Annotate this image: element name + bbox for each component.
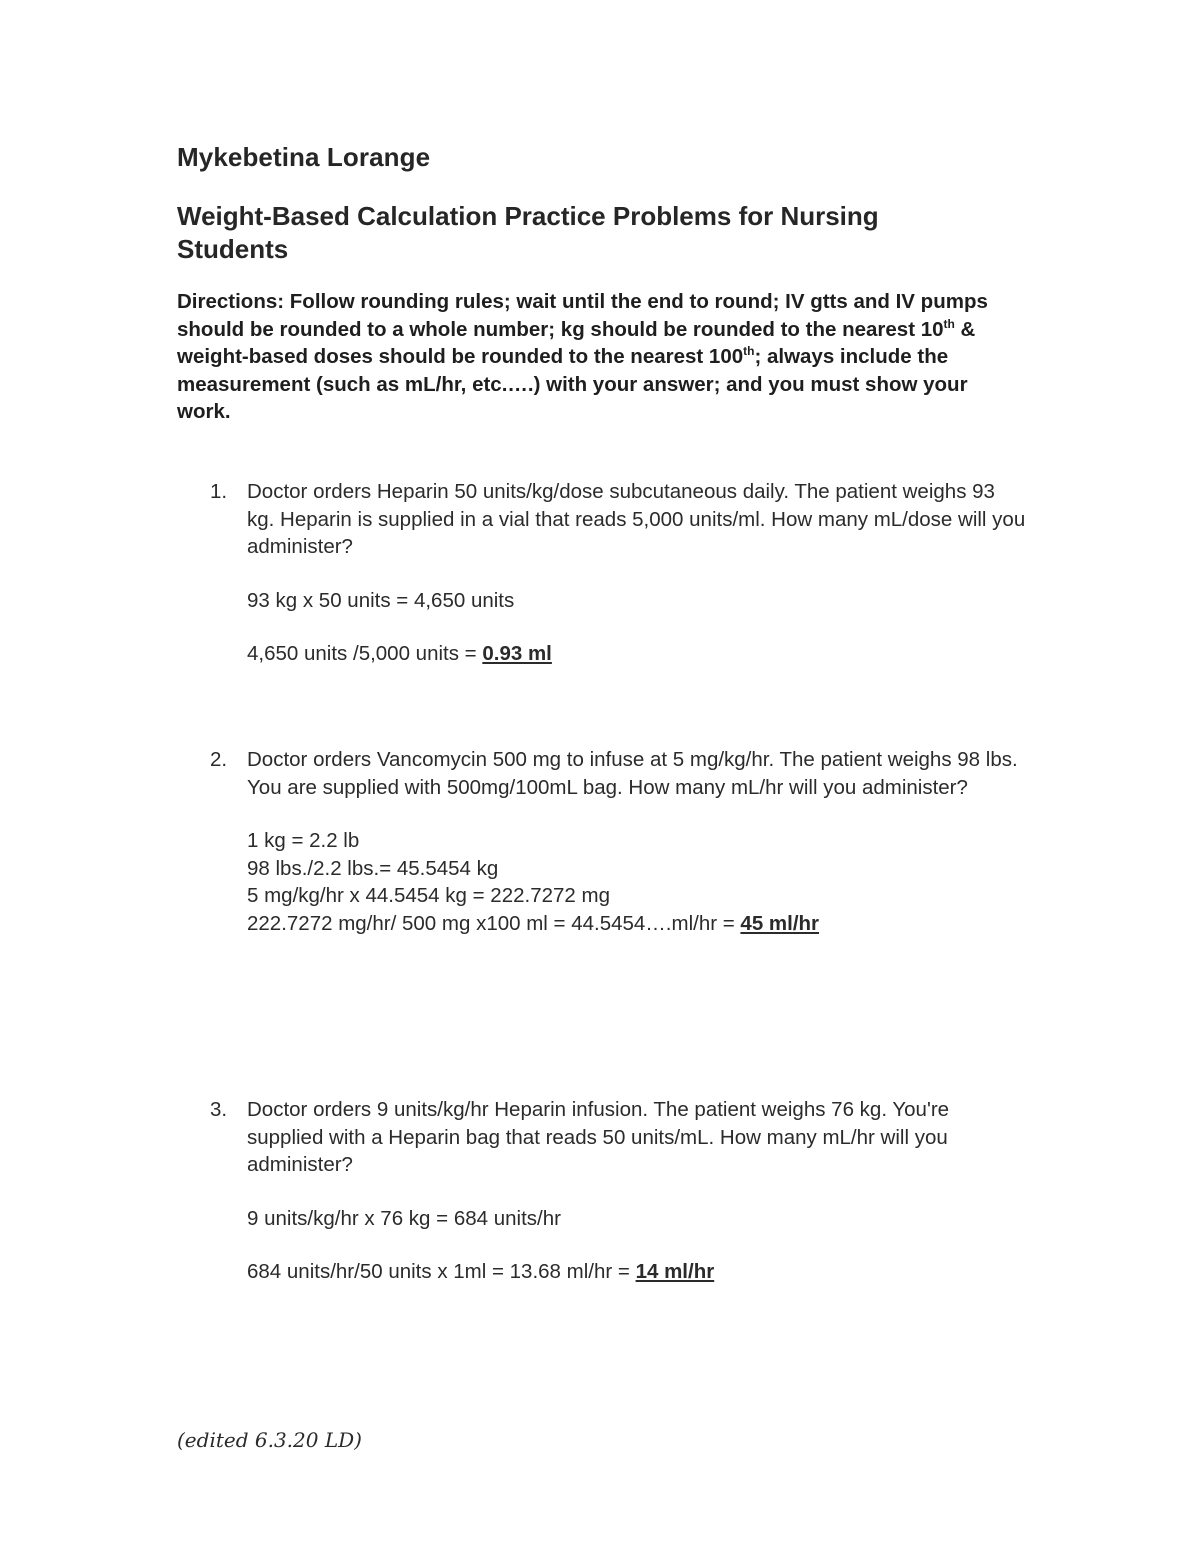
directions-text-1: Directions: Follow rounding rules; wait until the end to round; IV gtts and IV pumps should be rounded to a whole number; kg should be rounded to the nearest 10 <box>177 290 988 341</box>
final-calculation <box>247 1258 1027 1286</box>
answer: 45 ml/hr <box>740 911 820 935</box>
problem-body <box>247 746 1027 937</box>
problem-number: 3. <box>210 1098 228 1121</box>
work-line: 5 mg/kg/hr x 44.5454 kg = 222.7272 mg <box>247 884 610 907</box>
problem-number: 1. <box>210 480 228 503</box>
work-line: 93 kg x 50 units = 4,650 units <box>247 588 515 612</box>
author-name: Mykebetina Lorange <box>177 142 431 172</box>
final-calculation-text: 684 units/hr/50 units x 1ml = 13.68 ml/hr = <box>247 1260 636 1283</box>
problem-question: Doctor orders Vancomycin 500 mg to infuse at 5 mg/kg/hr. The patient weighs 98 lbs. You are supplied with 500mg/100mL bag. How many mL/hr will you administer? <box>247 748 1018 799</box>
problem-body <box>247 1096 1027 1286</box>
final-calculation <box>247 910 1027 938</box>
problem-question: Doctor orders Heparin 50 units/kg/dose subcutaneous daily. The patient weighs 93 kg. Heparin is supplied in a vial that reads 5,000 units/ml. How many mL/dose will you administer? <box>247 480 1026 558</box>
work-line: 1 kg = 2.2 lb <box>247 829 360 852</box>
directions-text-3: ; always include the measurement (such as mL/hr, etc.….) with your answer; and you must show your work. <box>177 345 968 423</box>
final-calculation-text: 222.7272 mg/hr/ 500 mg x100 ml = 44.5454….ml/hr = <box>247 911 741 935</box>
edit-note: (edited 6.3.20 LD) <box>177 1428 362 1452</box>
problem-body <box>247 478 1027 668</box>
directions-superscript-1: th <box>943 316 955 331</box>
directions-text-2: & weight-based doses should be rounded to the nearest 100 <box>177 317 976 368</box>
answer: 0.93 ml <box>482 642 552 665</box>
work-line: 9 units/kg/hr x 76 kg = 684 units/hr <box>247 1206 561 1230</box>
problem-question: Doctor orders 9 units/kg/hr Heparin infusion. The patient weighs 76 kg. You're supplied with a Heparin bag that reads 50 units/mL. How many mL/hr will you administer? <box>247 1098 950 1176</box>
directions-paragraph <box>177 288 1017 426</box>
directions-superscript-2: th <box>743 344 755 358</box>
final-calculation <box>247 640 1027 668</box>
final-calculation-text: 4,650 units /5,000 units = <box>247 642 483 665</box>
problem-number: 2. <box>210 748 228 771</box>
work-line: 98 lbs./2.2 lbs.= 45.5454 kg <box>247 856 499 880</box>
document-title: Weight-Based Calculation Practice Problems for Nursing Students <box>177 201 879 264</box>
answer: 14 ml/hr <box>635 1260 715 1283</box>
